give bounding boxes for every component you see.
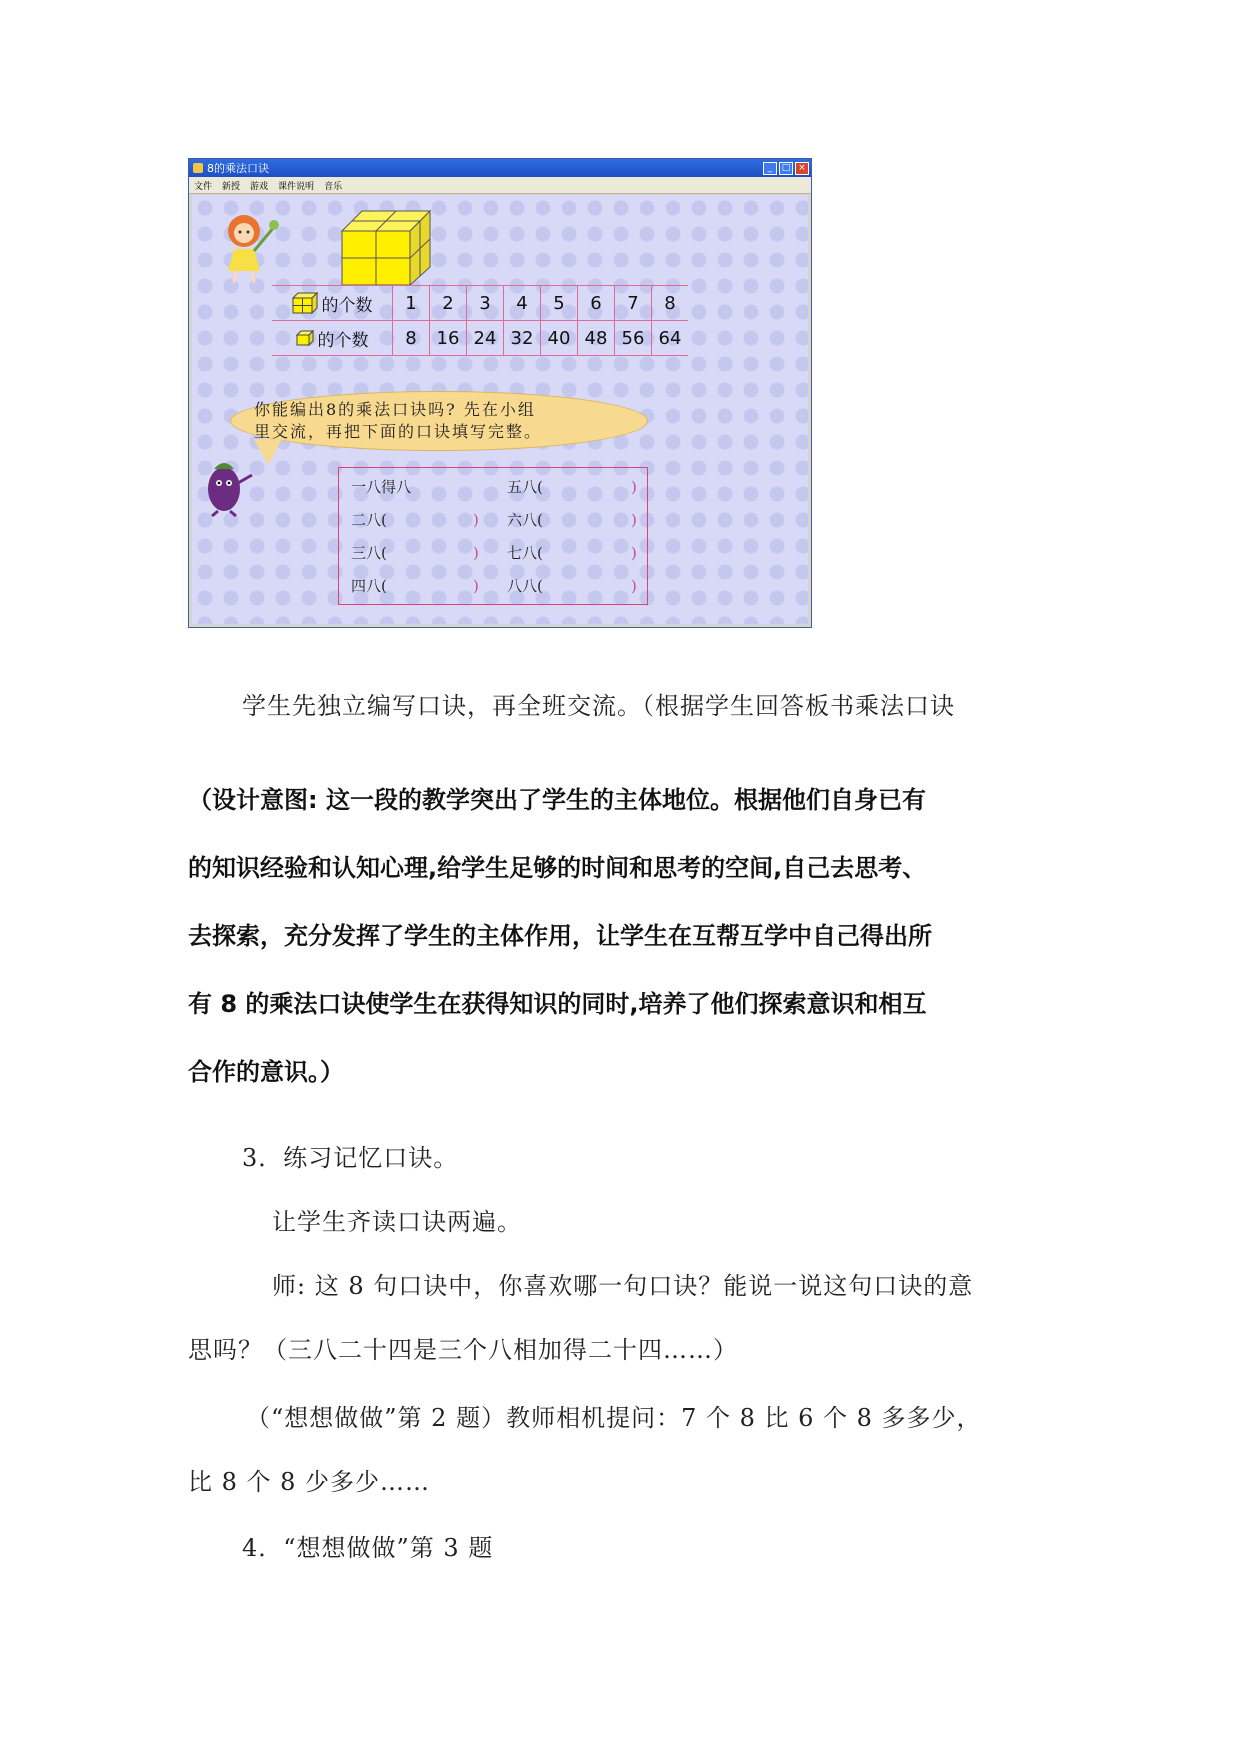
paragraph: （“想想做做”第 2 题）教师相机提问：7 个 8 比 6 个 8 多多少， — [246, 1404, 982, 1432]
list-item: 六八( ) — [507, 511, 637, 529]
list-item: 八八( ) — [507, 577, 637, 595]
design-intent-line: 有 8 的乘法口诀使学生在获得知识的同时,培养了他们探索意识和相互 — [188, 990, 927, 1018]
row-label: 的个数 — [321, 295, 373, 316]
table-cell: 5 — [541, 286, 578, 321]
table-cell: 3 — [467, 286, 504, 321]
window-title: 8的乘法口诀 — [207, 162, 269, 175]
list-item: 一八得八 — [351, 478, 412, 496]
table-cell: 48 — [578, 321, 615, 356]
table-cell: 64 — [652, 321, 689, 356]
minimize-button[interactable]: _ — [763, 162, 777, 175]
bubble-line: 你能编出8的乘法口诀吗? 先在小组 — [254, 400, 536, 419]
table-row — [272, 286, 688, 321]
table-cell: 6 — [578, 286, 615, 321]
table-cell: 40 — [541, 321, 578, 356]
list-item: 五八( ) — [507, 478, 637, 496]
row-label: 的个数 — [317, 330, 369, 351]
table-row — [272, 321, 688, 356]
list-item: 四八( ) — [351, 577, 479, 595]
menu-item-new[interactable]: 新授 — [222, 181, 241, 192]
design-intent-line: （设计意图: 这一段的教学突出了学生的主体地位。根据他们自身已有 — [188, 786, 926, 814]
menu-item-file[interactable]: 文件 — [194, 181, 213, 192]
cube-count-table — [272, 285, 688, 356]
section-heading: 4．“想想做做”第 3 题 — [242, 1534, 494, 1562]
table-cell: 8 — [652, 286, 689, 321]
close-button[interactable]: × — [795, 162, 809, 175]
lesson-content — [192, 195, 808, 624]
large-cube-icon — [340, 209, 432, 287]
small-cube-icon — [296, 330, 314, 346]
table-cell: 7 — [615, 286, 652, 321]
menu-item-music[interactable]: 音乐 — [324, 181, 343, 192]
table-cell: 16 — [430, 321, 467, 356]
speech-bubble-text — [254, 399, 630, 443]
paragraph: 师: 这 8 句口诀中，你喜欢哪一句口诀？能说一说这句口诀的意 — [272, 1272, 974, 1300]
list-item: 三八( ) — [351, 544, 479, 562]
menu-bar — [189, 177, 811, 194]
design-intent-line: 去探索，充分发挥了学生的主体作用，让学生在互帮互学中自己得出所 — [188, 922, 932, 950]
list-item: 二八( ) — [351, 511, 479, 529]
design-intent-line: 合作的意识。） — [188, 1058, 344, 1086]
table-cell: 2 — [430, 286, 467, 321]
large-cube-icon — [292, 292, 318, 314]
design-intent-line: 的知识经验和认知心理,给学生足够的时间和思考的空间,自己去思考、 — [188, 854, 927, 882]
app-icon — [193, 163, 203, 173]
table-cell: 24 — [467, 321, 504, 356]
table-cell: 4 — [504, 286, 541, 321]
section-heading: 3．练习记忆口诀。 — [242, 1144, 459, 1172]
window-titlebar — [189, 159, 811, 177]
table-cell: 8 — [393, 321, 430, 356]
menu-item-help[interactable]: 课件说明 — [278, 181, 315, 192]
rhyme-box — [338, 467, 648, 605]
paragraph: 学生先独立编写口诀，再全班交流。（根据学生回答板书乘法口诀 — [242, 692, 955, 720]
menu-item-game[interactable]: 游戏 — [250, 181, 269, 192]
table-cell: 56 — [615, 321, 652, 356]
list-item: 七八( ) — [507, 544, 637, 562]
paragraph: 比 8 个 8 少多少…… — [188, 1468, 431, 1496]
table-cell: 1 — [393, 286, 430, 321]
paragraph: 让学生齐读口诀两遍。 — [272, 1208, 522, 1236]
courseware-window — [188, 158, 812, 628]
table-cell: 32 — [504, 321, 541, 356]
girl-mascot-icon — [214, 207, 284, 287]
eggplant-mascot-icon — [198, 453, 254, 517]
paragraph: 思吗？（三八二十四是三个八相加得二十四……） — [188, 1336, 738, 1364]
maximize-button[interactable]: □ — [779, 162, 793, 175]
bubble-line: 里交流，再把下面的口诀填写完整。 — [254, 422, 543, 441]
